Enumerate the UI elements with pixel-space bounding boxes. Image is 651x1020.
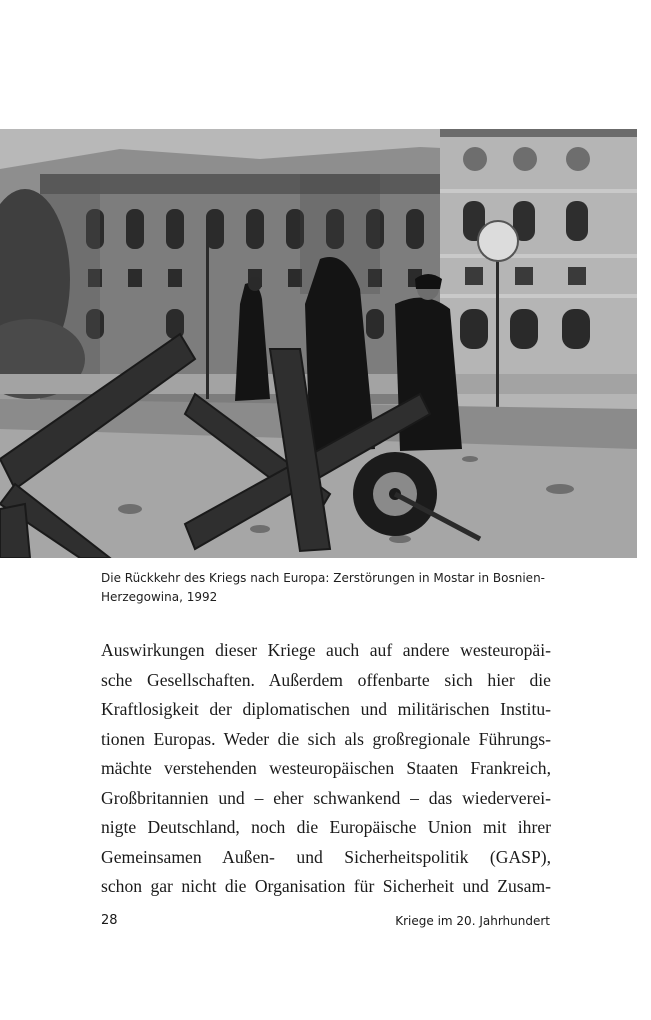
figure-caption: Die Rückkehr des Kriegs nach Europa: Zerstörungen in Mostar in Bosnien-Herzegowina, 1992 xyxy=(101,571,545,604)
page-number: 28 xyxy=(101,913,118,928)
figure-photo xyxy=(0,129,637,558)
body-line: mächte verstehenden westeuropäischen Staaten Frankreich, xyxy=(101,758,551,778)
body-line: nigte Deutschland, noch die Europäische Union mit ihrer xyxy=(101,817,551,837)
body-line: sche Gesellschaften. Außerdem offenbarte sich hier die xyxy=(101,669,551,690)
body-line: Großbritannien und – eher schwankend – das wiederverei- xyxy=(101,787,551,808)
body-paragraph xyxy=(101,636,551,902)
body-line: tionen Europas. Weder die sich als großregionale Führungs- xyxy=(101,728,551,749)
running-footer-title: Kriege im 20. Jahrhundert xyxy=(395,914,550,928)
body-line: Auswirkungen dieser Kriege auch auf andere westeuropäi- xyxy=(101,640,551,660)
ruined-building-photo-illustration xyxy=(0,129,637,558)
body-line: Kraftlosigkeit der diplomatischen und militärischen Institu- xyxy=(101,699,551,719)
body-line: Gemeinsamen Außen- und Sicherheitspolitik (GASP), xyxy=(101,846,551,867)
body-line: schon gar nicht die Organisation für Sicherheit und Zusam- xyxy=(101,876,551,896)
